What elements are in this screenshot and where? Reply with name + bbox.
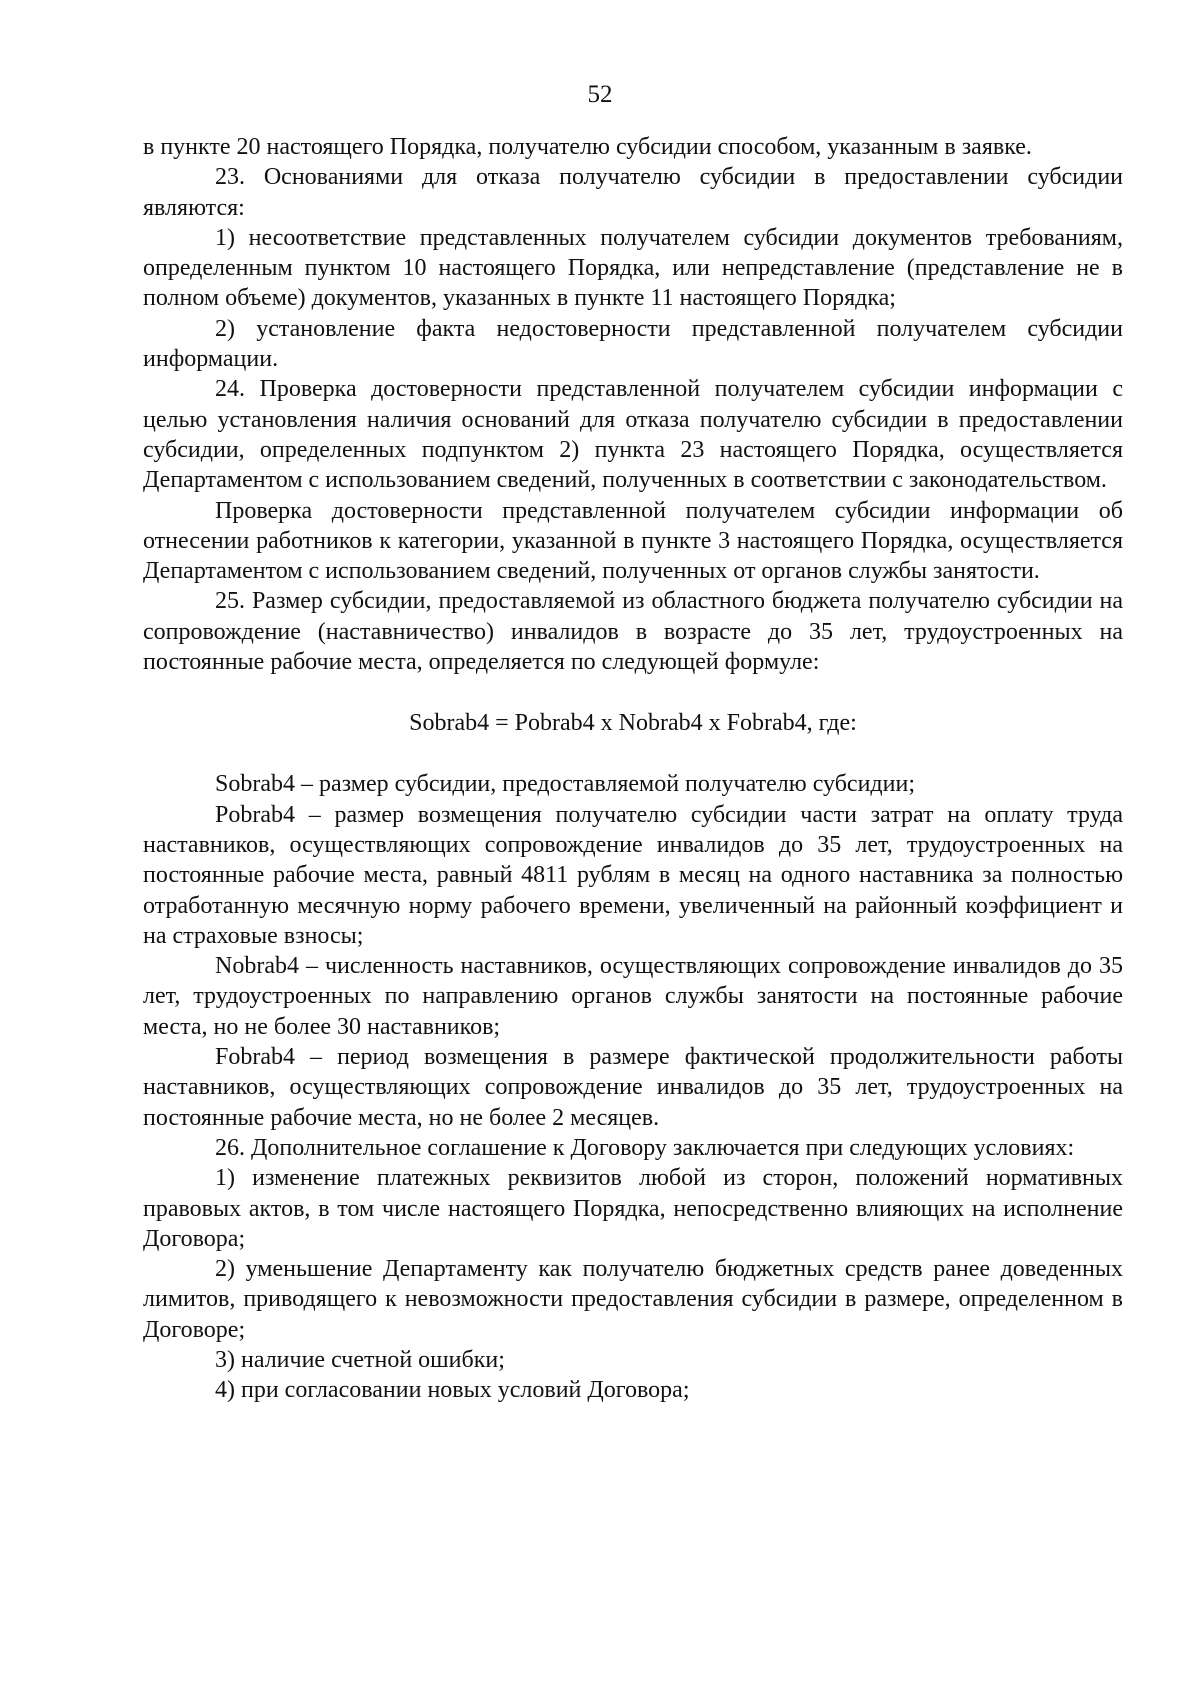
text-block-after-formula [143,769,1123,1405]
paragraph: 4) при согласовании новых условий Договора; [215,1377,690,1404]
paragraph: 2) установление факта недостоверности представленной получателем субсидии информации. [143,315,1123,373]
page-number: 52 [587,81,613,108]
paragraph: 26. Дополнительное соглашение к Договору заключается при следующих условиях: [215,1134,1075,1161]
paragraph: 25. Размер субсидии, предоставляемой из областного бюджета получателю субсидии на сопровождение (наставничество) инвалидов в возрасте до 35 лет, трудоустроенных на постоянные рабочие места, определяется по следующей формуле: [143,588,1123,676]
paragraph: 24. Проверка достоверности представленной получателем субсидии информации с целью установления наличия оснований для отказа получателю субсидии в предоставлении субсидии, определенных подпунктом 2) пункта 23 настоящего Порядка, осуществляется Департаментом с использованием сведений, полученных в соответствии с законодательством. [143,376,1123,494]
paragraph: 3) наличие счетной ошибки; [215,1346,505,1373]
text-block-before-formula [143,132,1123,677]
paragraph: Nobrab4 – численность наставников, осуществляющих сопровождение инвалидов до 35 лет, трудоустроенных по направлению органов службы занятости на постоянные рабочие места, но не более 30 наставников; [143,953,1123,1040]
paragraph: Проверка достоверности представленной получателем субсидии информации об отнесении работников к категории, указанной в пункте 3 настоящего Порядка, осуществляется Департаментом с использованием сведений, полученных от органов службы занятости. [143,497,1123,585]
paragraph: в пункте 20 настоящего Порядка, получателю субсидии способом, указанным в заявке. [143,134,1032,160]
paragraph: Sobrab4 – размер субсидии, предоставляемой получателю субсидии; [215,771,915,798]
document-body [143,132,1123,1406]
paragraph: 2) уменьшение Департаменту как получателю бюджетных средств ранее доведенных лимитов, приводящего к невозможности предоставления субсидии в размере, определенном в Договоре; [143,1256,1123,1343]
paragraph: Pobrab4 – размер возмещения получателю субсидии части затрат на оплату труда наставников, осуществляющих сопровождение инвалидов до 35 лет, трудоустроенных на постоянные рабочие места, равный 4811 рублям в месяц на одного наставника за полностью отработанную месячную норму рабочего времени, увеличенный на районный коэффициент и на страховые взносы; [143,801,1123,949]
formula: Sobrab4 = Pobrab4 x Nobrab4 x Fobrab4, где: [409,710,857,737]
paragraph: Fobrab4 – период возмещения в размере фактической продолжительности работы наставников, осуществляющих сопровождение инвалидов до 35 лет, трудоустроенных на постоянные рабочие места, но не более 2 месяцев. [143,1044,1123,1131]
paragraph: 1) изменение платежных реквизитов любой из сторон, положений нормативных правовых актов, в том числе настоящего Порядка, непосредственно влияющих на исполнение Договора; [143,1165,1123,1252]
paragraph: 1) несоответствие представленных получателем субсидии документов требованиям, определенным пунктом 10 настоящего Порядка, или непредставление (представление не в полном объеме) документов, указанных в пункте 11 настоящего Порядка; [143,224,1123,312]
paragraph: 23. Основаниями для отказа получателю субсидии в предоставлении субсидии являются: [143,164,1123,221]
